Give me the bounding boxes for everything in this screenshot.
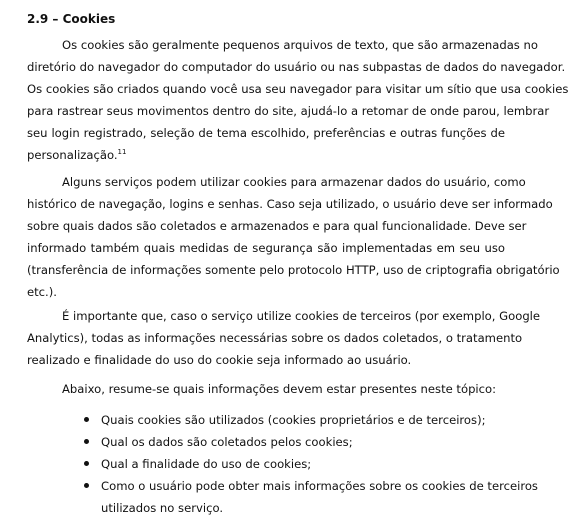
bullet-icon (84, 461, 89, 466)
paragraph-line: Abaixo, resume-se quais informações devem estar presentes neste tópico: (62, 382, 497, 396)
list-item (82, 431, 502, 453)
list-item (82, 409, 502, 431)
paragraph-third-party-cookies (27, 305, 541, 371)
paragraph-cookies-definition (27, 34, 568, 166)
paragraph-line: Analytics), todas as informações necessárias sobre os dados coletados, o tratamento (27, 331, 523, 345)
paragraph-line: É importante que, caso o serviço utilize cookies de terceiros (por exemplo, Google (62, 309, 541, 323)
paragraph-line: diretório do navegador do computador do usuário ou nas subpastas de dados do navegador. (27, 60, 566, 74)
paragraph-line: realizado e finalidade do uso do cookie seja informado ao usuário. (27, 353, 412, 367)
list-item-text: Qual a finalidade do uso de cookies; (101, 457, 312, 471)
required-info-list (82, 409, 538, 519)
paragraph-line: (transferência de informações somente pelo protocolo HTTP, uso de criptografia obrigatório (27, 263, 560, 277)
paragraph-line: para rastrear seus movimentos dentro do site, ajudá-lo a retomar de onde parou, lembrar (27, 104, 550, 118)
list-item (82, 475, 538, 519)
paragraph-cookie-data-storage (27, 171, 560, 303)
paragraph-line: informado também quais medidas de segurança são implementadas em seu uso (27, 241, 505, 255)
bullet-icon (84, 483, 89, 488)
list-item-text: Qual os dados são coletados pelos cookies; (101, 435, 353, 449)
paragraph-line: Os cookies são criados quando você usa seu navegador para visitar um sítio que usa cookies (27, 82, 568, 96)
paragraph-line: Os cookies são geralmente pequenos arquivos de texto, que são armazenadas no (62, 38, 538, 52)
section-heading: 2.9 – Cookies (27, 12, 116, 26)
list-item-text: Como o usuário pode obter mais informações sobre os cookies de terceiros (101, 479, 538, 493)
list-item-text: Quais cookies são utilizados (cookies proprietários e de terceiros); (101, 413, 486, 427)
paragraph-line: seu login registrado, seleção de tema escolhido, preferências e outras funções de (27, 126, 505, 140)
list-item (82, 453, 502, 475)
paragraph-line: etc.). (27, 285, 57, 299)
paragraph-summary-intro (27, 378, 505, 400)
paragraph-line: personalização. (27, 148, 118, 162)
paragraph-line: Alguns serviços podem utilizar cookies para armazenar dados do usuário, como (62, 175, 526, 189)
paragraph-line-with-footnote (27, 144, 505, 166)
paragraph-line: sobre quais dados são coletados e armazenados e para qual funcionalidade. Deve ser (27, 219, 527, 233)
bullet-icon (84, 439, 89, 444)
bullet-icon (84, 417, 89, 422)
paragraph-line: histórico de navegação, logins e senhas. Caso seja utilizado, o usuário deve ser informado (27, 197, 553, 211)
list-item-text-continuation: utilizados no serviço. (101, 501, 224, 515)
footnote-marker[interactable]: 11 (117, 148, 127, 157)
